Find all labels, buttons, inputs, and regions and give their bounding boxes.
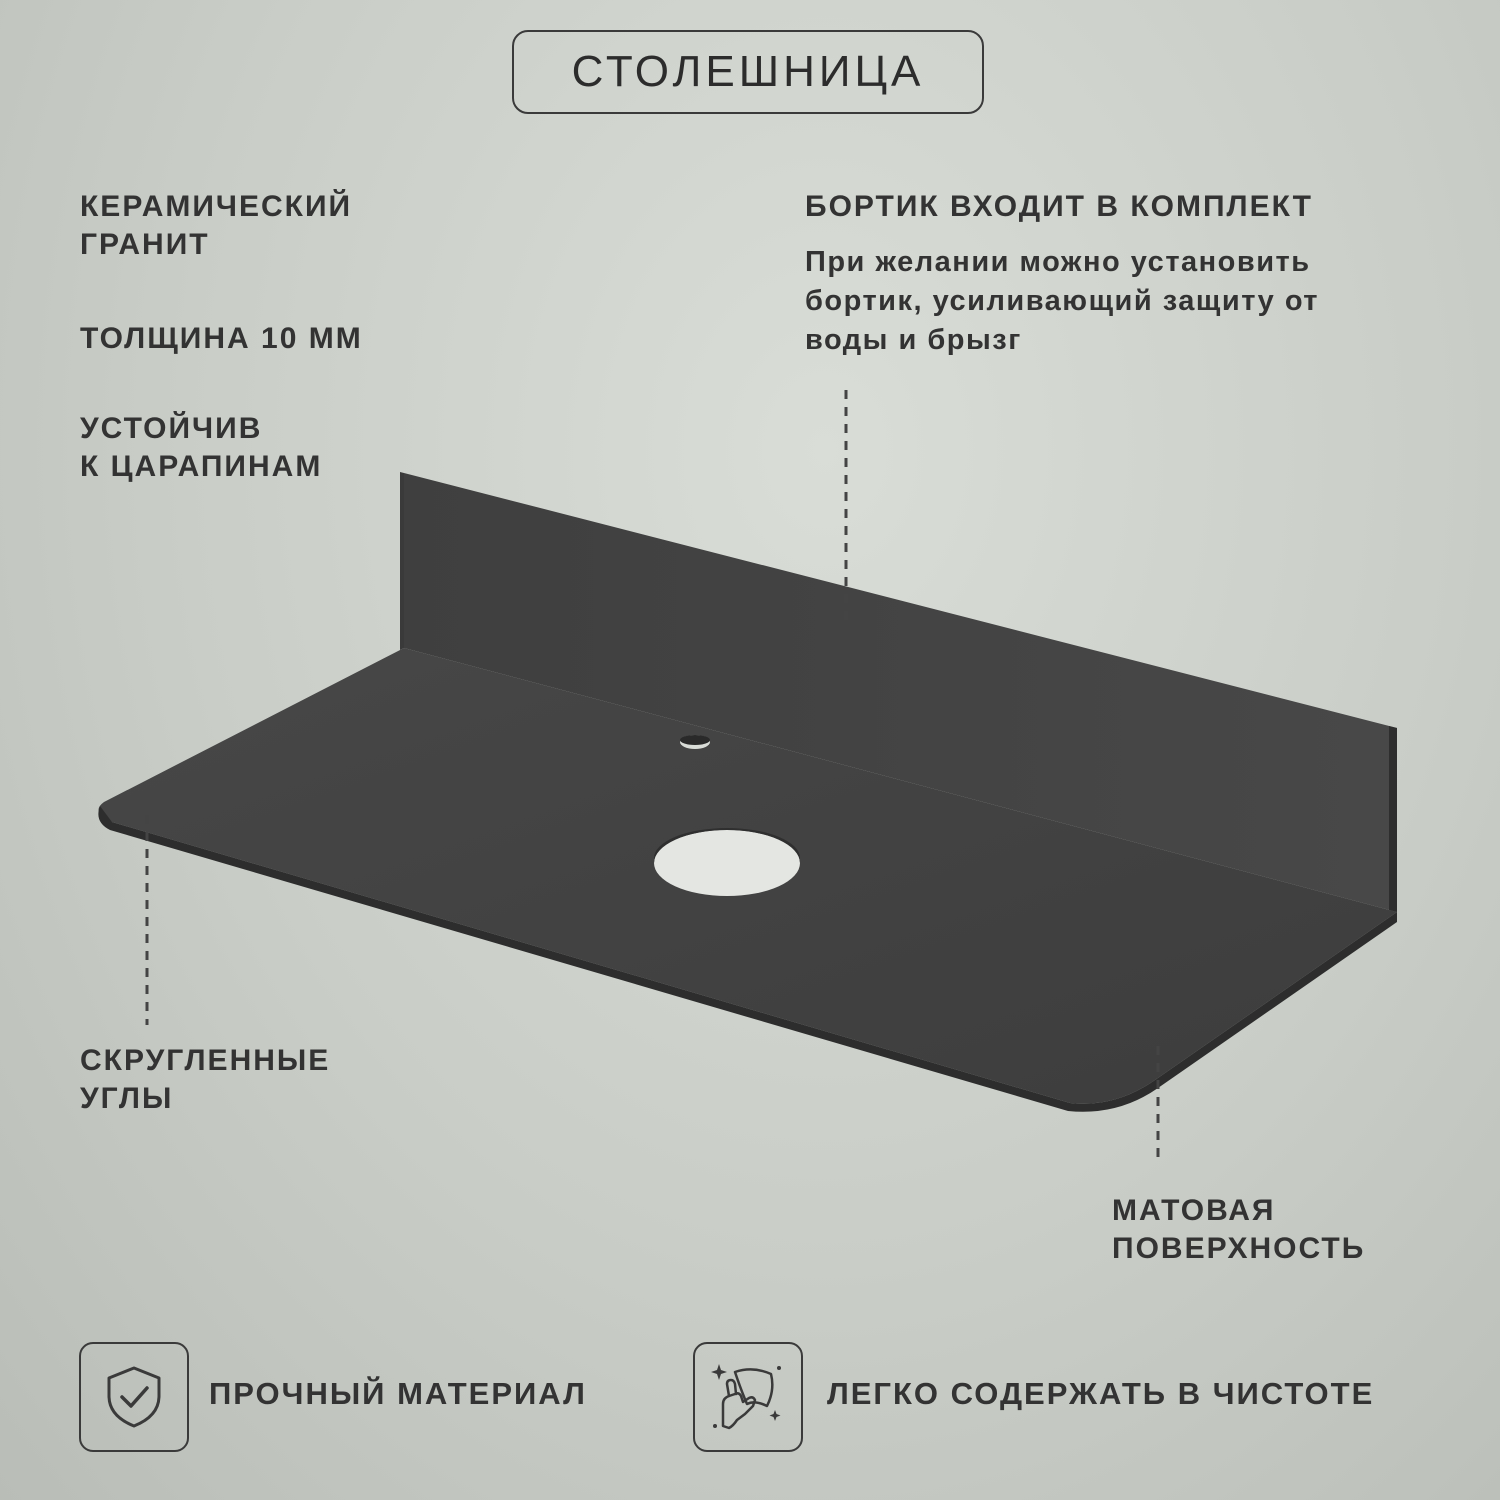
badge-strong-material-icon-box xyxy=(79,1342,189,1452)
feature-backsplash-description: При желании можно установить бортик, усиливающий защиту от воды и брызг xyxy=(805,246,1320,356)
feature-thickness: ТОЛЩИНА 10 ММ xyxy=(80,322,363,355)
feature-backsplash-title: БОРТИК ВХОДИТ В КОМПЛЕКТ xyxy=(805,190,1313,223)
hand-cloth-clean-icon xyxy=(705,1354,791,1440)
backsplash-left-edge xyxy=(400,472,404,650)
badge-easy-clean-label: ЛЕГКО СОДЕРЖАТЬ В ЧИСТОТЕ xyxy=(827,1376,1375,1411)
shield-check-icon xyxy=(99,1362,169,1432)
feature-rounded-corners: СКРУГЛЕННЫЕ УГЛЫ xyxy=(80,1044,331,1115)
feature-material: КЕРАМИЧЕСКИЙ ГРАНИТ xyxy=(80,190,353,261)
badge-easy-clean-icon-box xyxy=(693,1342,803,1452)
drain-hole xyxy=(654,830,800,896)
page-title: СТОЛЕШНИЦА xyxy=(571,47,925,96)
feature-scratch-resistant: УСТОЙЧИВ К ЦАРАПИНАМ xyxy=(80,412,323,483)
feature-matte-surface: МАТОВАЯ ПОВЕРХНОСТЬ xyxy=(1112,1194,1366,1265)
badge-strong-material-label: ПРОЧНЫЙ МАТЕРИАЛ xyxy=(209,1376,587,1411)
backsplash-edge xyxy=(1389,726,1397,912)
